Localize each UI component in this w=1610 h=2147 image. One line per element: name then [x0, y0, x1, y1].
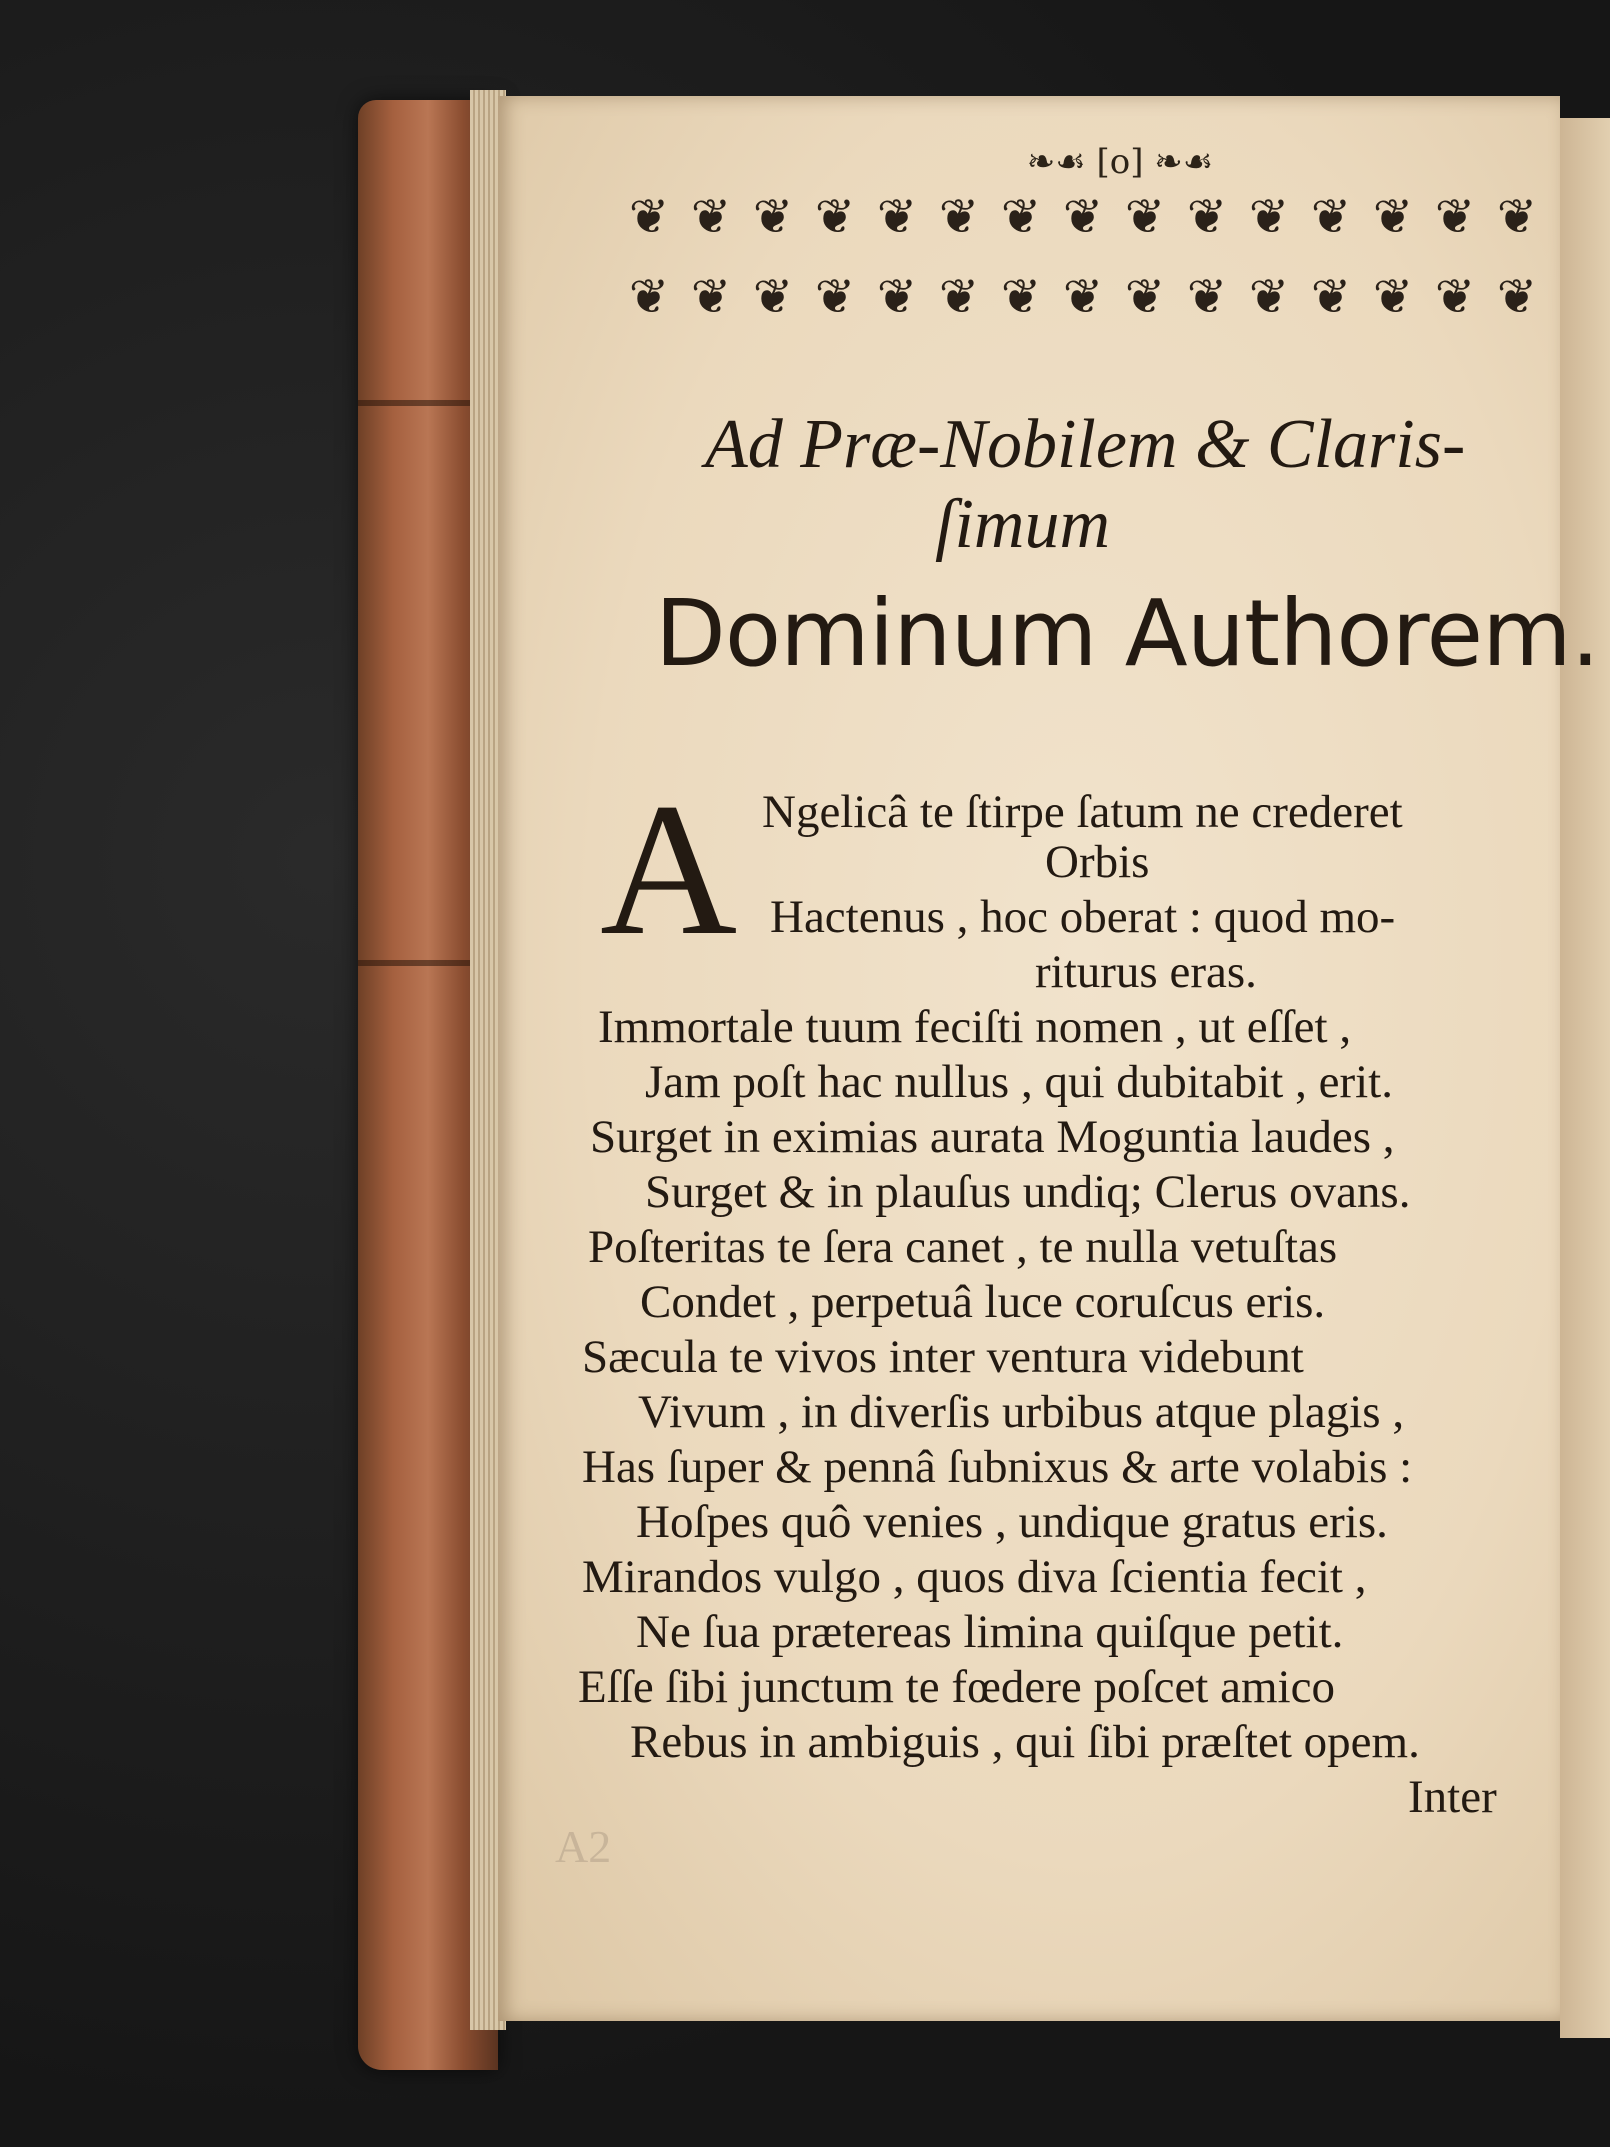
page-number: [o] [1096, 142, 1144, 182]
ornament-leaf-icon: ❦ [1186, 269, 1228, 325]
ornament-leaf-icon: ❦ [1372, 189, 1414, 245]
ornament-leaf-icon: ❦ [1496, 269, 1538, 325]
ornament-leaf-icon: ❦ [1000, 189, 1042, 245]
ornament-leaf-icon: ❦ [752, 189, 794, 245]
ornament-leaf-icon: ❦ [1434, 189, 1476, 245]
verse-line: Poſteritas te ſera canet , te nulla vetuſtas [588, 1221, 1338, 1273]
headpiece-ornament [618, 180, 1548, 340]
runner-left-ornament: ❧☙ [1026, 142, 1097, 182]
verse-line: Hoſpes quô venies , undique gratus eris. [636, 1496, 1388, 1548]
verse-line: Vivum , in diverſis urbibus atque plagis , [638, 1386, 1405, 1438]
verse-line: Jam poſt hac nullus , qui dubitabit , erit. [645, 1056, 1393, 1108]
verse-line: Hactenus , hoc oberat : quod mo- [770, 891, 1396, 943]
ornament-leaf-icon: ❦ [876, 189, 918, 245]
ornament-leaf-icon: ❦ [752, 269, 794, 325]
verse-line: Immortale tuum feciſti nomen , ut eſſet , [598, 1001, 1352, 1053]
title-line-2: ſimum [935, 486, 1110, 563]
ornament-leaf-icon: ❦ [628, 269, 670, 325]
drop-cap: A [600, 765, 738, 975]
ornament-leaf-icon: ❦ [1124, 269, 1166, 325]
ornament-leaf-icon: ❦ [1186, 189, 1228, 245]
ornament-leaf-icon: ❦ [1248, 269, 1290, 325]
ornament-leaf-icon: ❦ [1124, 189, 1166, 245]
ornament-leaf-icon: ❦ [628, 189, 670, 245]
ornament-leaf-icon: ❦ [690, 269, 732, 325]
ornament-leaf-icon: ❦ [1372, 269, 1414, 325]
verse-line: Has ſuper & pennâ ſubnixus & arte volabis : [582, 1441, 1413, 1493]
title-line-1: Ad Præ-Nobilem & Claris- [705, 406, 1466, 483]
verse-line: Surget & in plauſus undiq; Clerus ovans. [645, 1166, 1411, 1218]
ornament-leaf-icon: ❦ [690, 189, 732, 245]
verse-line: Ngelicâ te ſtirpe ſatum ne crederet [762, 786, 1403, 838]
ornament-leaf-icon: ❦ [814, 189, 856, 245]
ornament-leaf-icon: ❦ [1248, 189, 1290, 245]
verse-line: Rebus in ambiguis , qui ſibi præſtet opem. [630, 1716, 1420, 1768]
ornament-leaf-icon: ❦ [876, 269, 918, 325]
page-runner [920, 142, 1320, 182]
verse-line: riturus eras. [1035, 946, 1257, 998]
ornament-leaf-icon: ❦ [1310, 189, 1352, 245]
ornament-leaf-icon: ❦ [1062, 189, 1104, 245]
catchword: Inter [1408, 1771, 1497, 1823]
verse-line: Mirandos vulgo , quos diva ſcientia fecit , [582, 1551, 1367, 1603]
ornament-leaf-icon: ❦ [814, 269, 856, 325]
ornament-leaf-icon: ❦ [938, 189, 980, 245]
ornament-leaf-icon: ❦ [1000, 269, 1042, 325]
ornament-leaf-icon: ❦ [1062, 269, 1104, 325]
ornament-leaf-icon: ❦ [1496, 189, 1538, 245]
runner-right-ornament: ❧☙ [1143, 142, 1214, 182]
signature-mark: A2 [555, 1821, 612, 1872]
verse-line: Sæcula te vivos inter ventura videbunt [582, 1331, 1304, 1383]
ornament-leaf-icon: ❦ [1310, 269, 1352, 325]
ornament-leaf-icon: ❦ [1434, 269, 1476, 325]
verse-line: Eſſe ſibi junctum te fœdere poſcet amico [578, 1661, 1335, 1713]
verse-line: Ne ſua prætereas limina quiſque petit. [636, 1606, 1344, 1658]
ornament-leaf-icon: ❦ [938, 269, 980, 325]
verse-line: Condet , perpetuâ luce coruſcus eris. [640, 1276, 1326, 1328]
verse-line: Orbis [1045, 836, 1150, 888]
verse-line: Surget in eximias aurata Moguntia laudes , [590, 1111, 1395, 1163]
page-title: Dominum Authorem. [655, 580, 1599, 687]
adjacent-page-edge [1560, 118, 1610, 2038]
